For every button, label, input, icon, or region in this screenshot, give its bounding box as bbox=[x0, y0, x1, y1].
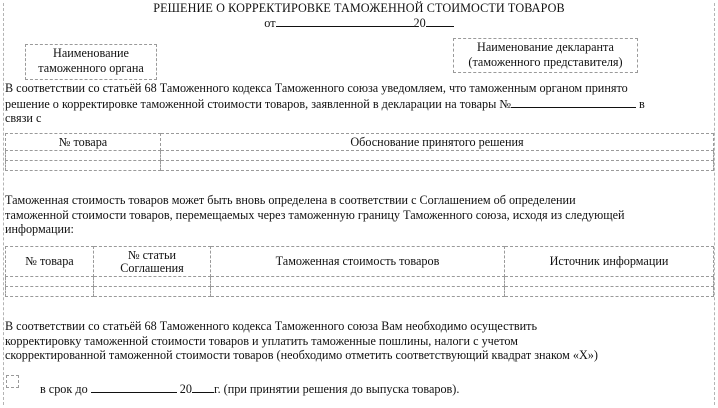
date-year-blank[interactable] bbox=[426, 15, 454, 27]
deadline-year-prefix: 20 bbox=[179, 382, 192, 396]
para1-line2 bbox=[5, 96, 713, 112]
deadline-option-checkbox[interactable] bbox=[6, 375, 19, 388]
para1-line1: В соответствии со статьёй 68 Таможенного кодекса Таможенного союза уведомляем, что таможенным органом принято bbox=[5, 81, 628, 95]
para3-line1: В соответствии со статьёй 68 Таможенного кодекса Таможенного союза Вам необходимо осуществить bbox=[5, 319, 538, 333]
para2-line2: таможенной стоимости товаров, перемещаемых через таможенную границу Таможенного союза, исходя из следующей bbox=[5, 207, 625, 222]
table2-cell[interactable] bbox=[211, 277, 505, 287]
declarant-box bbox=[453, 38, 638, 73]
table2-cell[interactable] bbox=[94, 287, 211, 297]
declarant-box-line2: (таможенного представителя) bbox=[468, 55, 623, 69]
table-row bbox=[6, 151, 714, 161]
para2-line1: Таможенная стоимость товаров может быть вновь определена в соответствии с Соглашением об определении bbox=[5, 193, 576, 207]
table2-cell[interactable] bbox=[505, 277, 714, 287]
table1-cell[interactable] bbox=[161, 161, 714, 171]
deadline-date-blank[interactable] bbox=[91, 381, 177, 393]
para1-line2-text: решение о корректировке таможенной стоимости товаров, заявленной в декларации на товары № bbox=[5, 96, 511, 111]
table1-header-row bbox=[6, 134, 714, 151]
deadline-year-blank[interactable] bbox=[192, 381, 214, 393]
table2-cell[interactable] bbox=[211, 287, 505, 297]
deadline-option-line bbox=[40, 381, 459, 396]
customs-authority-box bbox=[25, 44, 157, 80]
notification-paragraph bbox=[5, 81, 713, 126]
declaration-number-blank[interactable] bbox=[511, 96, 636, 108]
decision-justification-table bbox=[5, 133, 714, 171]
table2-cell[interactable] bbox=[6, 277, 94, 287]
table1-cell[interactable] bbox=[6, 161, 161, 171]
document-title: РЕШЕНИЕ О КОРРЕКТИРОВКЕ ТАМОЖЕННОЙ СТОИМОСТИ ТОВАРОВ bbox=[153, 1, 565, 15]
table2-header-agreement-article: № статьи Соглашения bbox=[94, 247, 211, 277]
declarant-box-line1: Наименование декларанта bbox=[477, 40, 614, 54]
obligation-paragraph bbox=[5, 319, 713, 363]
para3-line3: скорректированной таможенной стоимости товаров (необходимо отметить соответствующий квадрат знаком «Х») bbox=[5, 348, 598, 362]
para1-line3: связи с bbox=[5, 111, 42, 125]
customs-value-information-table bbox=[5, 246, 714, 297]
table1-cell[interactable] bbox=[161, 151, 714, 161]
deadline-suffix: г. (при принятии решения до выпуска товаров). bbox=[213, 382, 460, 396]
table2-cell[interactable] bbox=[6, 287, 94, 297]
customs-box-line1: Наименование bbox=[53, 46, 129, 60]
redetermination-paragraph bbox=[5, 193, 713, 237]
table2-cell[interactable] bbox=[505, 287, 714, 297]
table2-header-customs-value: Таможенная стоимость товаров bbox=[211, 247, 505, 277]
para2-line3: информации: bbox=[5, 222, 74, 236]
table2-cell[interactable] bbox=[94, 277, 211, 287]
table2-header-information-source: Источник информации bbox=[505, 247, 714, 277]
table-row bbox=[6, 277, 714, 287]
date-prefix: от bbox=[264, 16, 276, 30]
table1-cell[interactable] bbox=[6, 151, 161, 161]
date-year-prefix: 20 bbox=[413, 16, 426, 30]
date-line bbox=[0, 15, 718, 31]
customs-box-line2: таможенного органа bbox=[38, 61, 144, 75]
date-day-month-blank[interactable] bbox=[276, 15, 414, 27]
table1-header-item-number: № товара bbox=[6, 134, 161, 151]
para3-line2: корректировку таможенной стоимости товаров и уплатить таможенные пошлины, налоги с учетом bbox=[5, 333, 518, 348]
table1-header-justification: Обоснование принятого решения bbox=[161, 134, 714, 151]
table-row bbox=[6, 287, 714, 297]
table2-header-item-number: № товара bbox=[6, 247, 94, 277]
table-row bbox=[6, 161, 714, 171]
deadline-prefix: в срок до bbox=[40, 382, 88, 396]
para1-line2-end: в bbox=[639, 96, 645, 111]
table2-header-row bbox=[6, 247, 714, 277]
